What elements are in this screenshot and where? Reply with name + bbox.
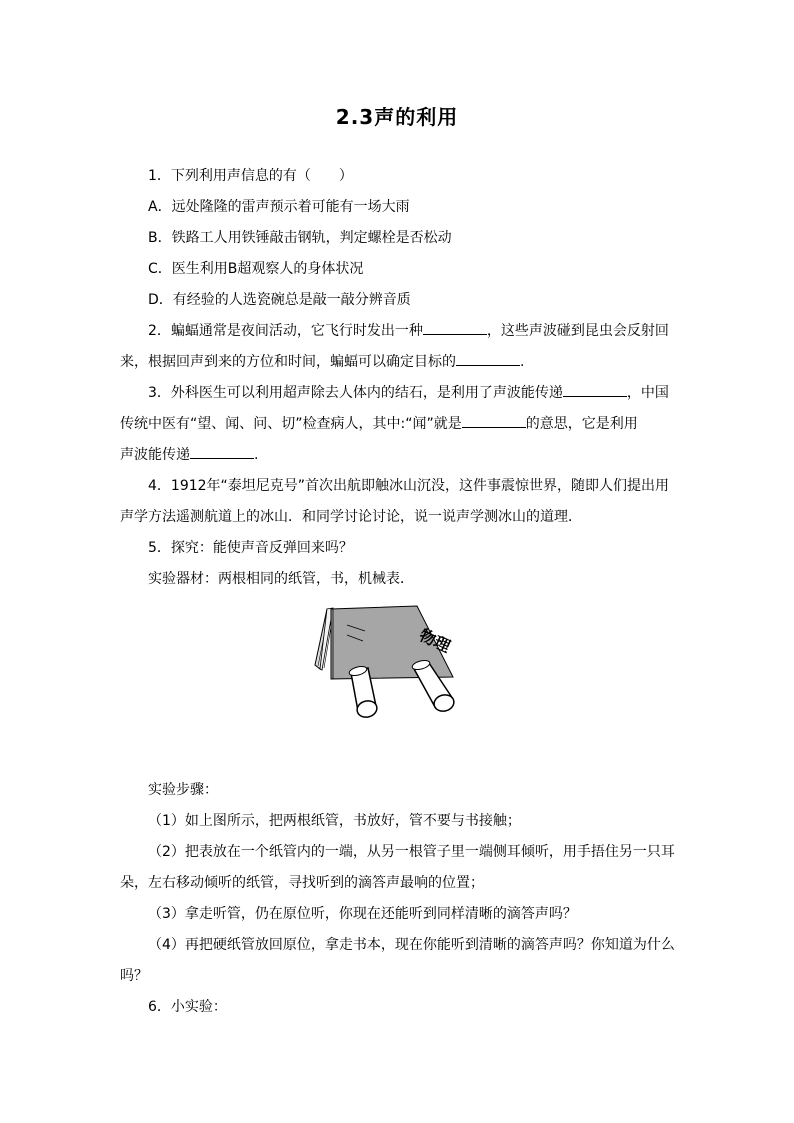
book-cover-label: 物理 [416,625,454,657]
q3-text-6: . [254,447,259,463]
q3-text-2: ，中国 [626,385,669,401]
q2-blank-2[interactable] [456,352,520,366]
q2-text-2: ，这些声波碰到昆虫会反射回 [486,323,669,339]
q3-blank-1[interactable] [563,383,627,397]
q2-text-1: 2．蝙蝠通常是夜间活动，它飞行时发出一种 [148,323,423,339]
q1-stem: 1．下列利用声信息的有（ ） [148,168,353,184]
q1-option-b: B．铁路工人用铁锤敲击钢轨，判定螺栓是否松动 [148,230,452,246]
q2-line1 [148,321,669,341]
q2-line2 [120,352,524,372]
q3-blank-2[interactable] [462,414,526,428]
q3-blank-3[interactable] [190,445,254,459]
q3-text-3: 传统中医有“望、闻、问、切”检查病人，其中:“闻”就是 [120,416,462,432]
q3-line1 [148,383,669,403]
q2-text-4: . [520,354,525,370]
q6-stem: 6．小实验： [148,999,227,1015]
q5-step-4a: （4）再把硬纸管放回原位，拿走书本，现在你能听到清晰的滴答声吗？你知道为什么 [148,937,675,953]
q5-step-2a: （2）把表放在一个纸管内的一端，从另一根管子里一端侧耳倾听，用手捂住另一只耳 [148,844,675,860]
q1-option-a: A．远处隆隆的雷声预示着可能有一场大雨 [148,199,410,215]
q1-option-d: D．有经验的人选瓷碗总是敲一敲分辨音质 [148,292,411,308]
q5-step-4b: 吗？ [120,968,148,984]
q4-line2: 声学方法遥测航道上的冰山．和同学讨论讨论，说一说声学测冰山的道理． [120,509,582,525]
q5-step-2b: 朵，左右移动倾听的纸管，寻找听到的滴答声最响的位置； [120,875,484,891]
q2-blank-1[interactable] [423,321,487,335]
page-title: 2.3声的利用 [335,105,459,129]
q2-text-3: 来，根据回声到来的方位和时间，蝙蝠可以确定目标的 [120,354,456,370]
q3-line3 [120,445,258,465]
q1-option-c: C．医生利用B超观察人的身体状况 [148,261,364,277]
q5-stem: 5．探究：能使声音反弹回来吗？ [148,540,353,556]
q4-line1: 4．1912年“泰坦尼克号”首次出航即触冰山沉没，这件事震惊世界，随即人们提出用 [148,478,670,494]
q5-step-3: （3）拿走听管，仍在原位听，你现在还能听到同样清晰的滴答声吗？ [148,906,577,922]
q3-line2 [120,414,638,434]
q5-steps-title: 实验步骤： [148,782,218,798]
q5-materials: 实验器材：两根相同的纸管，书，机械表． [148,571,414,587]
experiment-figure [313,603,473,731]
q5-step-1: （1）如上图所示，把两根纸管，书放好，管不要与书接触； [148,813,521,829]
q3-text-4: 的意思，它是利用 [525,416,638,432]
q3-text-5: 声波能传递 [120,447,190,463]
q3-text-1: 3．外科医生可以利用超声除去人体内的结石，是利用了声波能传递 [148,385,563,401]
